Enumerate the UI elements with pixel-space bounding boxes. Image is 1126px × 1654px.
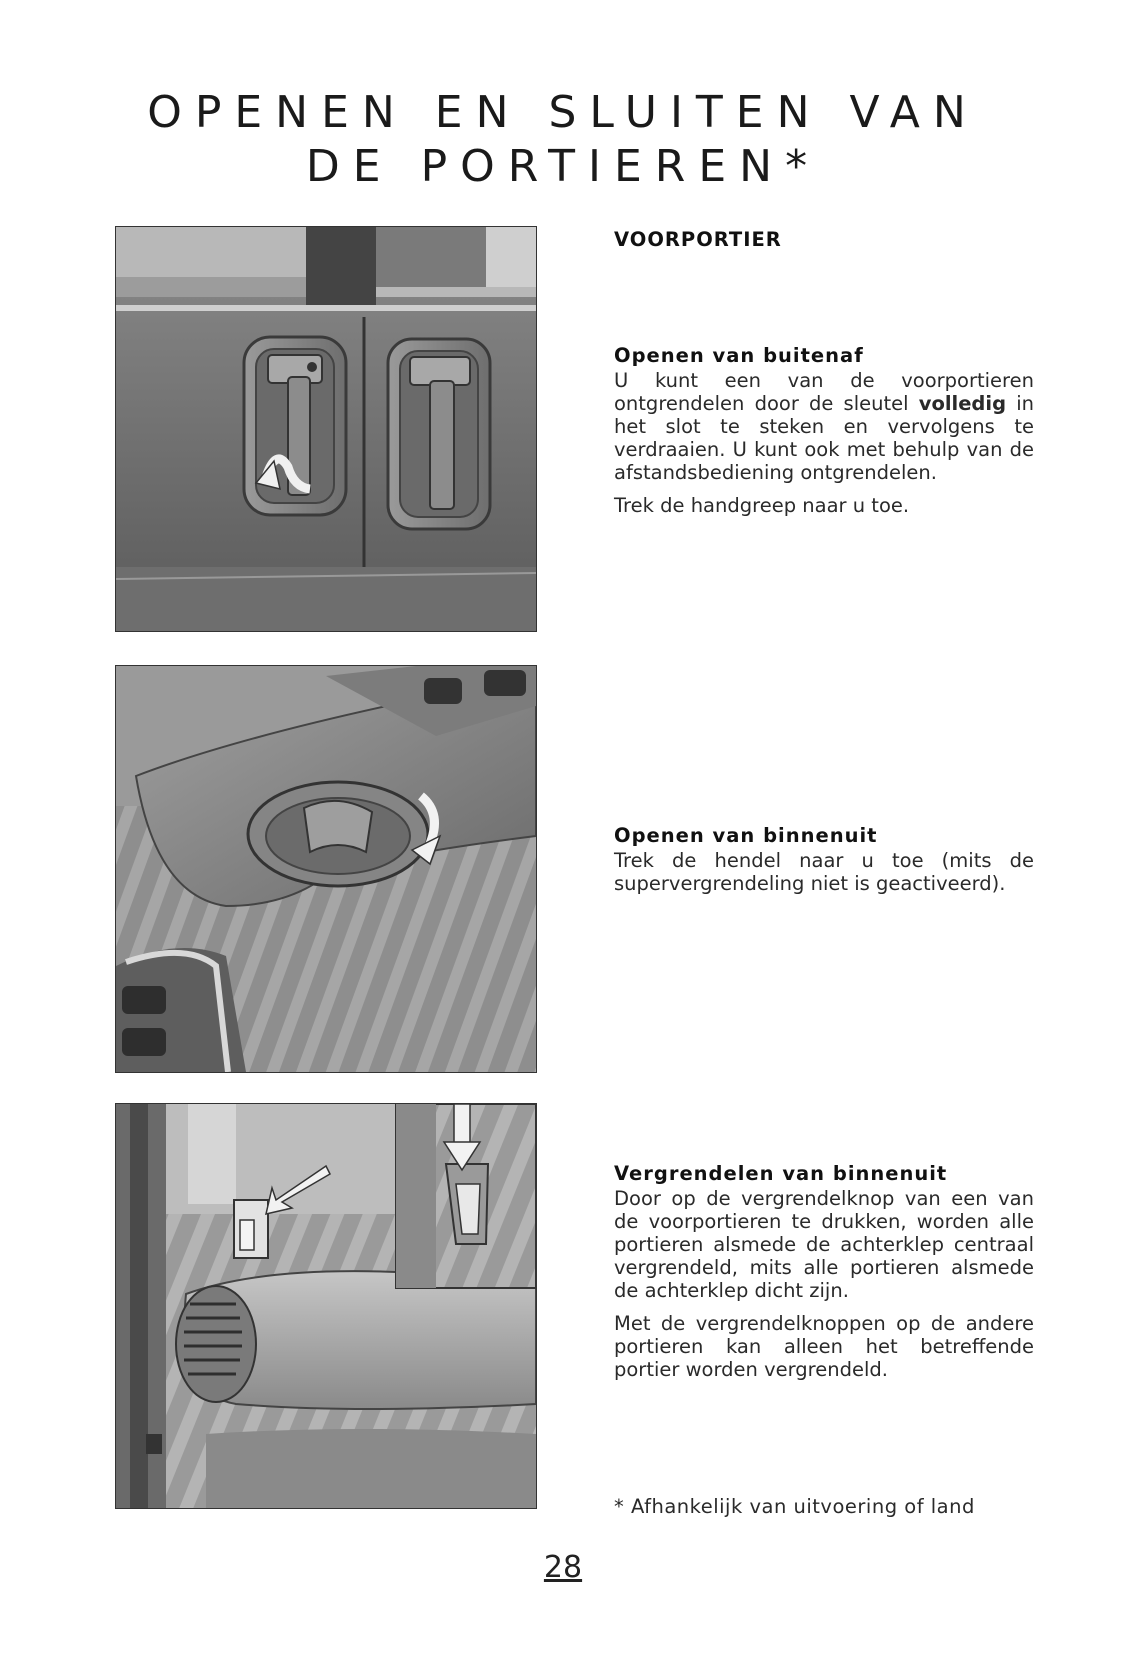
page-title-line2: DE PORTIEREN* — [305, 141, 821, 192]
page-title-line1: OPENEN EN SLUITEN VAN — [147, 87, 979, 138]
paragraph-outside-1: U kunt een van de voorportieren ontgrendelen door de sleutel volledig in het slot te steken en vervolgens te verdraaien. U kunt ook met behulp van de afstandsbediening ontgrendelen. — [614, 369, 1034, 484]
paragraph-inside-1: Trek de hendel naar u toe (mits de supervergrendeling niet is geactiveerd). — [614, 849, 1034, 895]
section-heading: VOORPORTIER — [614, 228, 782, 251]
page-number: 28 — [543, 1550, 583, 1585]
paragraph-lock-1: Door op de vergrendelknop van een van de voorportieren te drukken, worden alle portieren alsmede de achterklep centraal vergrendeld, mits alle portieren alsmede de achterklep dicht zijn. — [614, 1187, 1034, 1302]
paragraph-outside-2: Trek de handgreep naar u toe. — [614, 494, 910, 517]
heading-openen-binnenuit: Openen van binnenuit — [614, 824, 878, 847]
text-block-lock — [614, 1162, 1034, 1391]
heading-openen-buitenaf: Openen van buitenaf — [614, 344, 864, 367]
photo-lock-button — [115, 1103, 537, 1509]
photo-interior-handle — [115, 665, 537, 1073]
text-block-outside — [614, 344, 1034, 527]
text-block-inside — [614, 824, 1034, 905]
paragraph-lock-2: Met de vergrendelknoppen op de andere portieren kan alleen het betreffende portier worden vergrendeld. — [614, 1312, 1034, 1381]
page-title — [0, 86, 1126, 194]
heading-vergrendelen-binnenuit: Vergrendelen van binnenuit — [614, 1162, 948, 1185]
footnote: * Afhankelijk van uitvoering of land — [614, 1495, 975, 1518]
photo-exterior-handles — [115, 226, 537, 632]
